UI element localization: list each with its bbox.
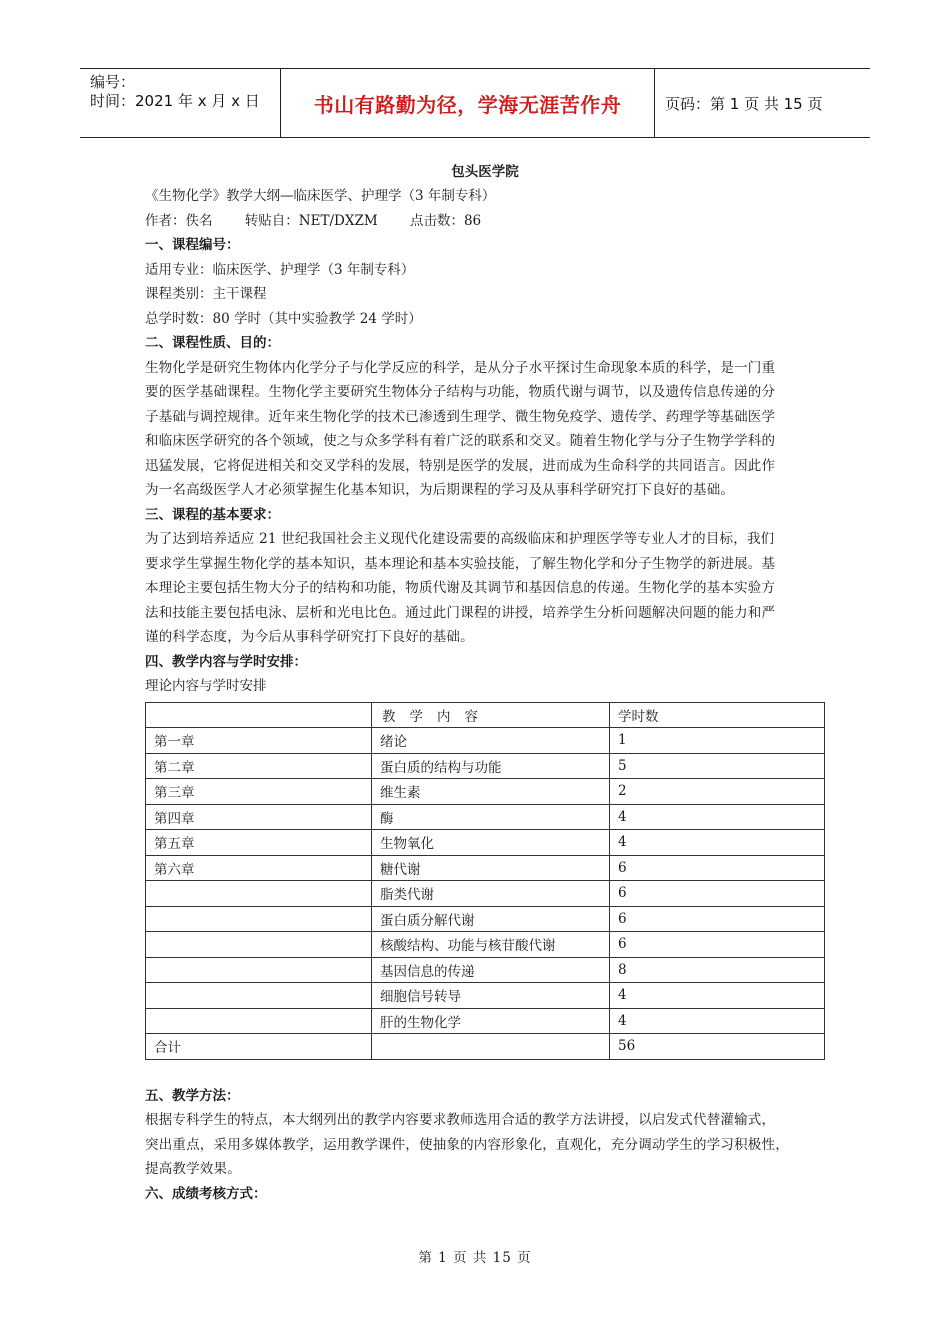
table-cell: 蛋白质的结构与功能	[372, 753, 610, 779]
page-footer: 第 1 页 共 15 页	[418, 1250, 532, 1266]
table-row	[146, 830, 825, 856]
table-cell: 4	[610, 1008, 825, 1034]
section-heading: 二、课程性质、目的：	[145, 335, 280, 351]
paragraph-line: 提高教学效果。	[145, 1161, 241, 1177]
table-row	[146, 728, 825, 754]
table-cell: 第四章	[146, 804, 372, 830]
section-heading: 五、教学方法：	[145, 1087, 240, 1104]
paragraph-line: 生物化学是研究生物体内化学分子与化学反应的科学，是从分子水平探讨生命现象本质的科学，是一门重	[145, 359, 776, 376]
table-row	[146, 881, 825, 907]
table-cell: 6	[610, 932, 825, 958]
table-cell: 绪论	[372, 728, 610, 754]
table-cell: 第六章	[146, 855, 372, 881]
table-cell	[146, 957, 372, 983]
table-cell: 第三章	[146, 779, 372, 805]
table-cell: 核酸结构、功能与核苷酸代谢	[372, 932, 610, 958]
table-cell: 脂类代谢	[372, 881, 610, 907]
table-cell: 第二章	[146, 753, 372, 779]
table-cell: 酶	[372, 804, 610, 830]
table-row	[146, 779, 825, 805]
table-cell	[372, 1034, 610, 1060]
paragraph-line: 突出重点，采用多媒体教学，运用教学课件，使抽象的内容形象化，直观化，充分调动学生的学习积极性，	[145, 1136, 789, 1153]
header-divider	[654, 69, 655, 137]
table-cell: 合计	[146, 1034, 372, 1060]
header-time-label: 时间：2021 年 x 月 x 日	[90, 92, 260, 110]
paragraph-line: 为了达到培养适应 21 世纪我国社会主义现代化建设需要的高级临床和护理医学等专业人才的目标，我们	[145, 531, 775, 547]
page-header	[80, 68, 870, 138]
document-source: 转贴自：NET/DXZM	[244, 212, 378, 229]
table-cell: 维生素	[372, 779, 610, 805]
table-row	[146, 753, 825, 779]
table-row	[146, 957, 825, 983]
table-cell	[146, 1008, 372, 1034]
table-header-row	[146, 702, 825, 728]
document-title: 包头医学院	[451, 164, 519, 180]
table-cell: 1	[610, 728, 825, 754]
section-heading: 三、课程的基本要求：	[145, 506, 280, 523]
paragraph-line: 本理论主要包括生物大分子的结构和功能，物质代谢及其调节和基因信息的传递。生物化学的基本实验方	[145, 580, 776, 596]
schedule-table	[145, 702, 825, 1060]
document-author: 作者：佚名	[145, 212, 213, 229]
table-cell: 第一章	[146, 728, 372, 754]
paragraph-line: 要求学生掌握生物化学的基本知识，基本理论和基本实验技能，了解生物化学和分子生物学的新进展。基	[145, 555, 776, 572]
document-body	[145, 160, 825, 1206]
table-cell: 肝的生物化学	[372, 1008, 610, 1034]
table-row	[146, 932, 825, 958]
paragraph-line: 迅猛发展，它将促进相关和交叉学科的发展，特别是医学的发展，进而成为生命科学的共同语言。因此作	[145, 457, 776, 474]
paragraph	[145, 356, 825, 503]
course-major: 适用专业：临床医学、护理学（3 年制专科）	[145, 261, 415, 278]
header-meta	[90, 73, 260, 111]
table-cell: 5	[610, 753, 825, 779]
table-cell: 6	[610, 906, 825, 932]
table-cell	[146, 983, 372, 1009]
table-cell: 8	[610, 957, 825, 983]
paragraph-line: 谨的科学态度，为今后从事科学研究打下良好的基础。	[145, 629, 474, 645]
section-heading: 六、成绩考核方式：	[145, 1185, 267, 1202]
table-cell: 基因信息的传递	[372, 957, 610, 983]
table-cell: 糖代谢	[372, 855, 610, 881]
course-hours: 总学时数：80 学时（其中实验教学 24 学时）	[145, 310, 422, 327]
table-cell: 6	[610, 881, 825, 907]
paragraph-line: 为一名高级医学人才必须掌握生化基本知识，为后期课程的学习及从事科学研究打下良好的基础。	[145, 482, 735, 498]
table-row	[146, 855, 825, 881]
table-row	[146, 906, 825, 932]
spacer	[145, 1060, 825, 1084]
table-header-cell	[146, 702, 372, 728]
header-page-info: 页码：第 1 页 共 15 页	[665, 94, 823, 113]
table-cell: 2	[610, 779, 825, 805]
document-subtitle: 《生物化学》教学大纲—临床医学、护理学（3 年制专科）	[145, 188, 496, 204]
table-cell: 生物氧化	[372, 830, 610, 856]
document-clicks: 点击数：86	[409, 212, 482, 229]
table-cell: 细胞信号转导	[372, 983, 610, 1009]
table-cell: 4	[610, 804, 825, 830]
table-cell: 6	[610, 855, 825, 881]
document-meta	[145, 209, 825, 234]
table-cell	[146, 881, 372, 907]
table-row	[146, 983, 825, 1009]
section-heading: 四、教学内容与学时安排：	[145, 653, 307, 670]
table-cell: 4	[610, 830, 825, 856]
table-caption: 理论内容与学时安排	[145, 678, 267, 694]
table-row	[146, 1008, 825, 1034]
table-cell: 第五章	[146, 830, 372, 856]
paragraph	[145, 1108, 825, 1182]
table-row	[146, 804, 825, 830]
table-cell: 蛋白质分解代谢	[372, 906, 610, 932]
paragraph-line: 要的医学基础课程。生物化学主要研究生物体分子结构与功能，物质代谢与调节，以及遗传信息传递的分	[145, 384, 776, 400]
header-motto: 书山有路勤为径，学海无涯苦作舟	[313, 92, 622, 117]
paragraph-line: 法和技能主要包括电泳、层析和光电比色。通过此门课程的讲授，培养学生分析问题解决问题的能力和严	[145, 604, 776, 621]
table-cell	[146, 932, 372, 958]
table-header-cell: 学时数	[610, 702, 825, 728]
paragraph	[145, 527, 825, 650]
paragraph-line: 根据专科学生的特点，本大纲列出的教学内容要求教师选用合适的教学方法讲授，以启发式代替灌输式，	[145, 1112, 776, 1128]
table-cell: 4	[610, 983, 825, 1009]
paragraph-line: 子基础与调控规律。近年来生物化学的技术已渗透到生理学、微生物免疫学、遗传学、药理学等基础医学	[145, 408, 776, 425]
section-heading: 一、课程编号：	[145, 237, 240, 253]
paragraph-line: 和临床医学研究的各个领域，使之与众多学科有着广泛的联系和交叉。随着生物化学与分子生物学学科的	[145, 433, 776, 449]
table-cell	[146, 906, 372, 932]
table-header-cell: 教学内容	[372, 702, 610, 728]
header-number-label: 编号：	[90, 73, 136, 91]
table-cell: 56	[610, 1034, 825, 1060]
course-category: 课程类别：主干课程	[145, 286, 267, 302]
table-total-row	[146, 1034, 825, 1060]
